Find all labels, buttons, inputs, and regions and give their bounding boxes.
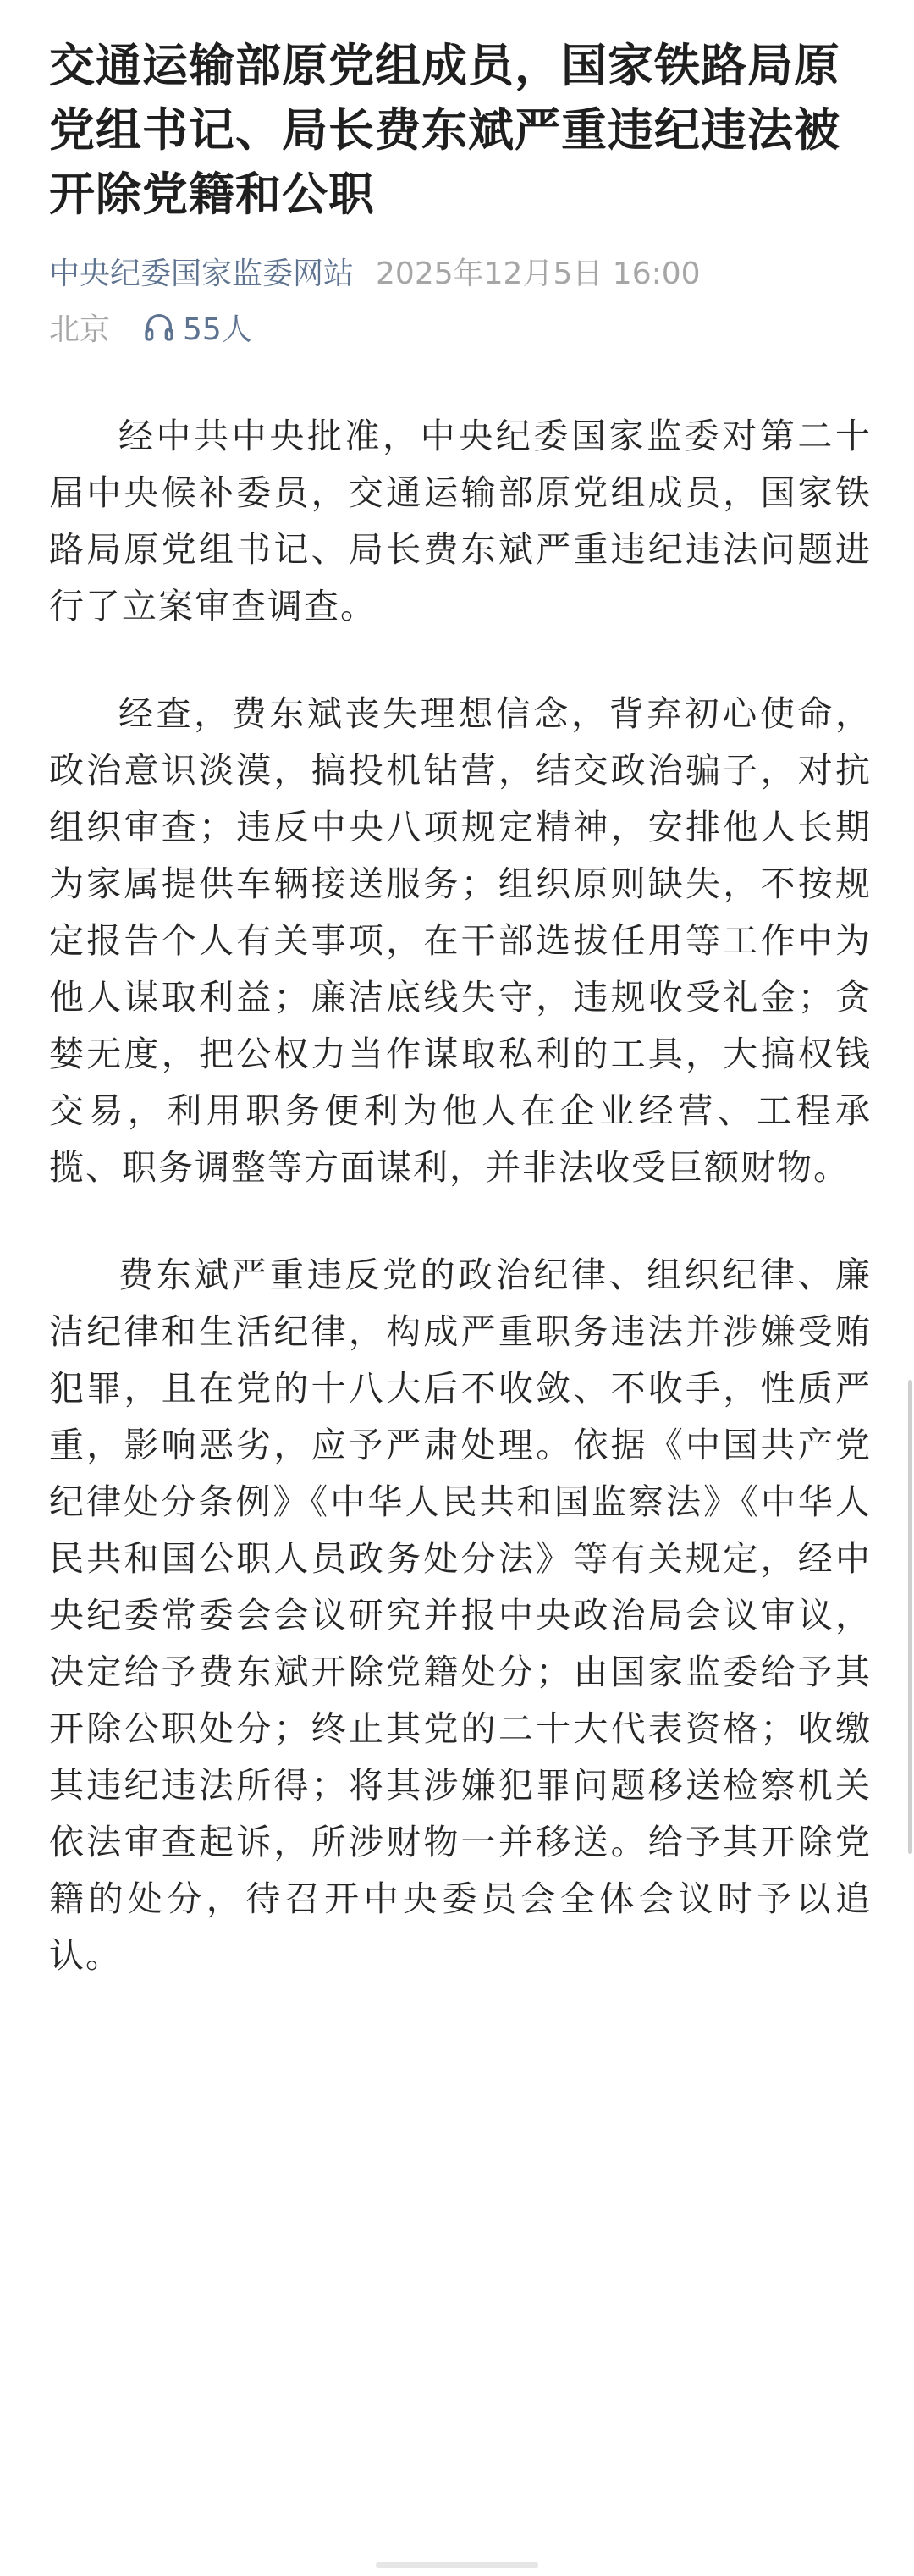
article-meta: [49, 249, 872, 293]
listener-count: 55人: [183, 312, 252, 347]
source-link[interactable]: 中央纪委国家监委网站: [49, 256, 355, 291]
listen-button[interactable]: [142, 306, 252, 349]
article-title: 交通运输部原党组成员，国家铁路局原党组书记、局长费东斌严重违纪违法被开除党籍和公职: [49, 39, 840, 221]
home-indicator[interactable]: [376, 2562, 538, 2568]
paragraph-1: 经中共中央批准，中央纪委国家监委对第二十届中央候补委员，交通运输部原党组成员，国家铁路局原党组书记、局长费东斌严重违纪违法问题进行了立案审查调查。: [49, 416, 872, 626]
article: [49, 34, 872, 2035]
location-label: 北京: [49, 312, 111, 347]
paragraph-3: 费东斌严重违反党的政治纪律、组织纪律、廉洁纪律和生活纪律，构成严重职务违法并涉嫌受贿犯罪，且在党的十八大后不收敛、不收手，性质严重，影响恶劣，应予严肃处理。依据《中国共产党纪律处分条例》《中华人民共和国监察法》《中华人民共和国公职人员政务处分法》等有关规定，经中央纪委常委会会议研究并报中央政治局会议审议，决定给予费东斌开除党籍处分；由国家监委给予其开除公职处分；终止其党的二十大代表资格；收缴其违纪违法所得；将其涉嫌犯罪问题移送检察机关依法审查起诉，所涉财物一并移送。给予其开除党籍的处分，待召开中央委员会全体会议时予以追认。: [49, 1255, 872, 1976]
headphones-icon: [142, 310, 176, 344]
paragraph-2: 经查，费东斌丧失理想信念，背弃初心使命，政治意识淡漠，搞投机钻营，结交政治骗子，对抗组织审查；违反中央八项规定精神，安排他人长期为家属提供车辆接送服务；组织原则缺失，不按规定报告个人有关事项，在干部选拔任用等工作中为他人谋取利益；廉洁底线失守，违规收受礼金；贪婪无度，把公权力当作谋取私利的工具，大搞权钱交易，利用职务便利为他人在企业经营、工程承揽、职务调整等方面谋利，并非法收受巨额财物。: [49, 693, 872, 1188]
article-meta-secondary: [49, 305, 872, 349]
scrollbar[interactable]: [908, 1380, 912, 1854]
article-body: [49, 408, 872, 1984]
publish-datetime: 2025年12月5日 16:00: [376, 256, 701, 291]
